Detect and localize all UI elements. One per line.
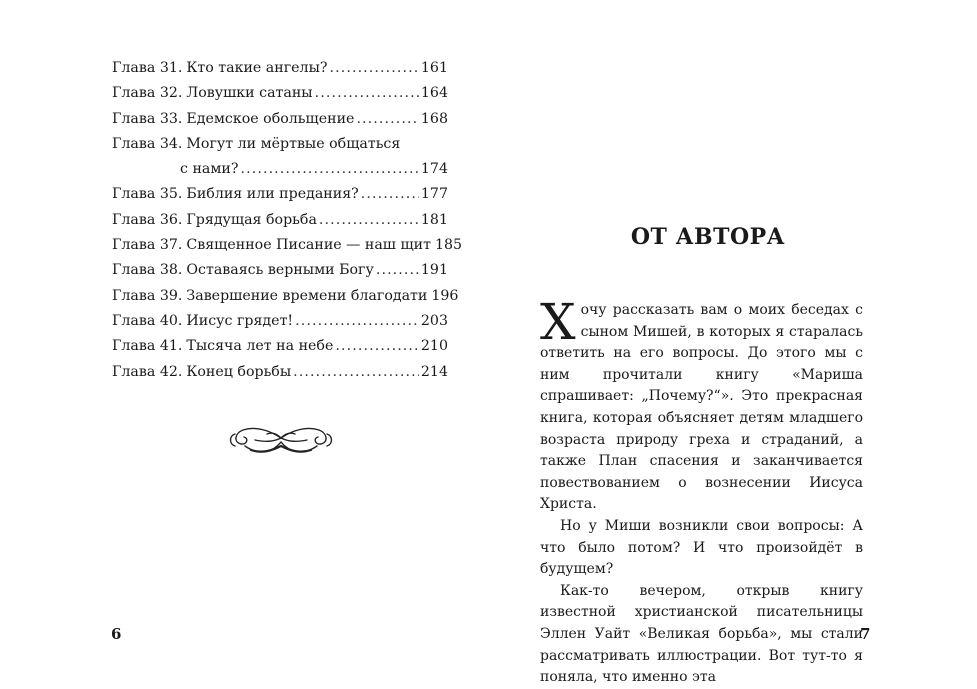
toc-row-continued — [112, 161, 448, 186]
toc-title: Едемское обольщение — [186, 110, 355, 127]
toc-leader — [240, 161, 418, 177]
toc-row — [112, 262, 448, 287]
toc-title: Оставаясь верными Богу — [186, 262, 374, 279]
toc-page: 174 — [420, 161, 448, 178]
toc-chapter: Глава 41. — [112, 338, 183, 355]
toc-leader — [335, 338, 419, 354]
toc-leader — [315, 85, 419, 101]
toc-page: 161 — [420, 60, 448, 76]
toc-row — [112, 237, 463, 262]
toc-page: 191 — [420, 262, 448, 279]
toc-title: Грядущая борьба — [186, 211, 317, 228]
toc-row — [112, 313, 448, 338]
page-number: 6 — [111, 625, 122, 643]
toc-title: Библия или предания? — [186, 186, 359, 203]
toc-chapter: Глава 33. — [112, 110, 183, 127]
drop-cap: Х — [540, 293, 576, 351]
toc-title: Могут ли мёртвые общаться — [186, 135, 401, 152]
toc-leader — [293, 364, 419, 380]
toc-page: 181 — [420, 211, 448, 228]
flourish-ornament-icon — [225, 412, 337, 460]
toc-row — [112, 287, 459, 313]
toc-page: 164 — [420, 85, 448, 102]
toc-leader — [361, 186, 419, 202]
body-text — [540, 293, 863, 689]
toc-page: 177 — [420, 186, 448, 203]
toc-page: 196 — [431, 287, 459, 304]
toc-page: 168 — [420, 110, 448, 127]
toc-page: 203 — [420, 312, 448, 329]
toc-chapter: Глава 35. — [112, 186, 183, 203]
paragraph-text: очу рассказать вам о моих беседах с сыном Мишей, в которых я старалась ответить на его вопросы. До этого мы с ним прочитали книгу «Мариша спрашивает: „Почему?“». Это прекрасная книга, которая объясняет детям младшего возраста природу греха и страданий, а также План спасения и заканчивается повествованием о вознесении Иисуса Христа. — [540, 302, 863, 513]
toc-title: Завершение времени благодати — [186, 287, 428, 304]
toc-chapter: Глава 32. — [112, 85, 183, 102]
toc-chapter: Глава 34. — [112, 135, 183, 152]
toc-page: 214 — [420, 363, 448, 380]
toc-chapter: Глава 38. — [112, 262, 183, 279]
toc-page: 210 — [420, 338, 448, 355]
toc-title: Кто такие ангелы? — [186, 60, 328, 76]
paragraph: Как-то вечером, открыв книгу известной христианской писательницы Эллен Уайт «Великая борьба», мы стали рассматривать иллюстрации. Вот тут-то я поняла, что именно эта — [540, 582, 863, 686]
toc-chapter: Глава 36. — [112, 211, 183, 228]
right-page — [488, 0, 977, 689]
toc-title: Конец борьбы — [186, 363, 292, 380]
toc-leader — [319, 212, 419, 228]
toc-title-continued: с нами? — [180, 161, 239, 178]
toc-chapter: Глава 40. — [112, 312, 183, 329]
toc-row — [112, 85, 448, 110]
toc-row — [112, 111, 448, 136]
toc-row — [112, 212, 448, 237]
section-heading: ОТ АВТОРА — [630, 224, 786, 250]
toc-leader — [295, 313, 419, 329]
paragraph: Но у Миши возникли свои вопросы: А что было потом? И что произойдёт в будущем? — [540, 517, 863, 578]
toc-leader — [356, 111, 418, 127]
toc-row — [112, 186, 448, 211]
left-page — [0, 0, 488, 689]
toc-chapter: Глава 39. — [112, 287, 183, 304]
toc-title: Ловушки сатаны — [186, 85, 313, 102]
toc-title: Священное Писание — наш щит — [186, 237, 431, 254]
toc-row — [112, 60, 448, 85]
toc-title: Тысяча лет на небе — [186, 338, 334, 355]
toc-row — [112, 364, 448, 389]
toc-title: Иисус грядет! — [186, 312, 294, 329]
toc-leader — [376, 262, 419, 278]
toc-chapter: Глава 31. — [112, 60, 183, 76]
toc-chapter: Глава 42. — [112, 363, 183, 380]
toc-page: 185 — [435, 237, 463, 254]
page-number: 7 — [860, 625, 871, 643]
toc-row — [112, 136, 448, 161]
table-of-contents — [112, 60, 463, 389]
toc-row — [112, 338, 448, 363]
toc-chapter: Глава 37. — [112, 237, 183, 254]
toc-leader — [329, 60, 418, 76]
paragraph — [540, 293, 863, 516]
